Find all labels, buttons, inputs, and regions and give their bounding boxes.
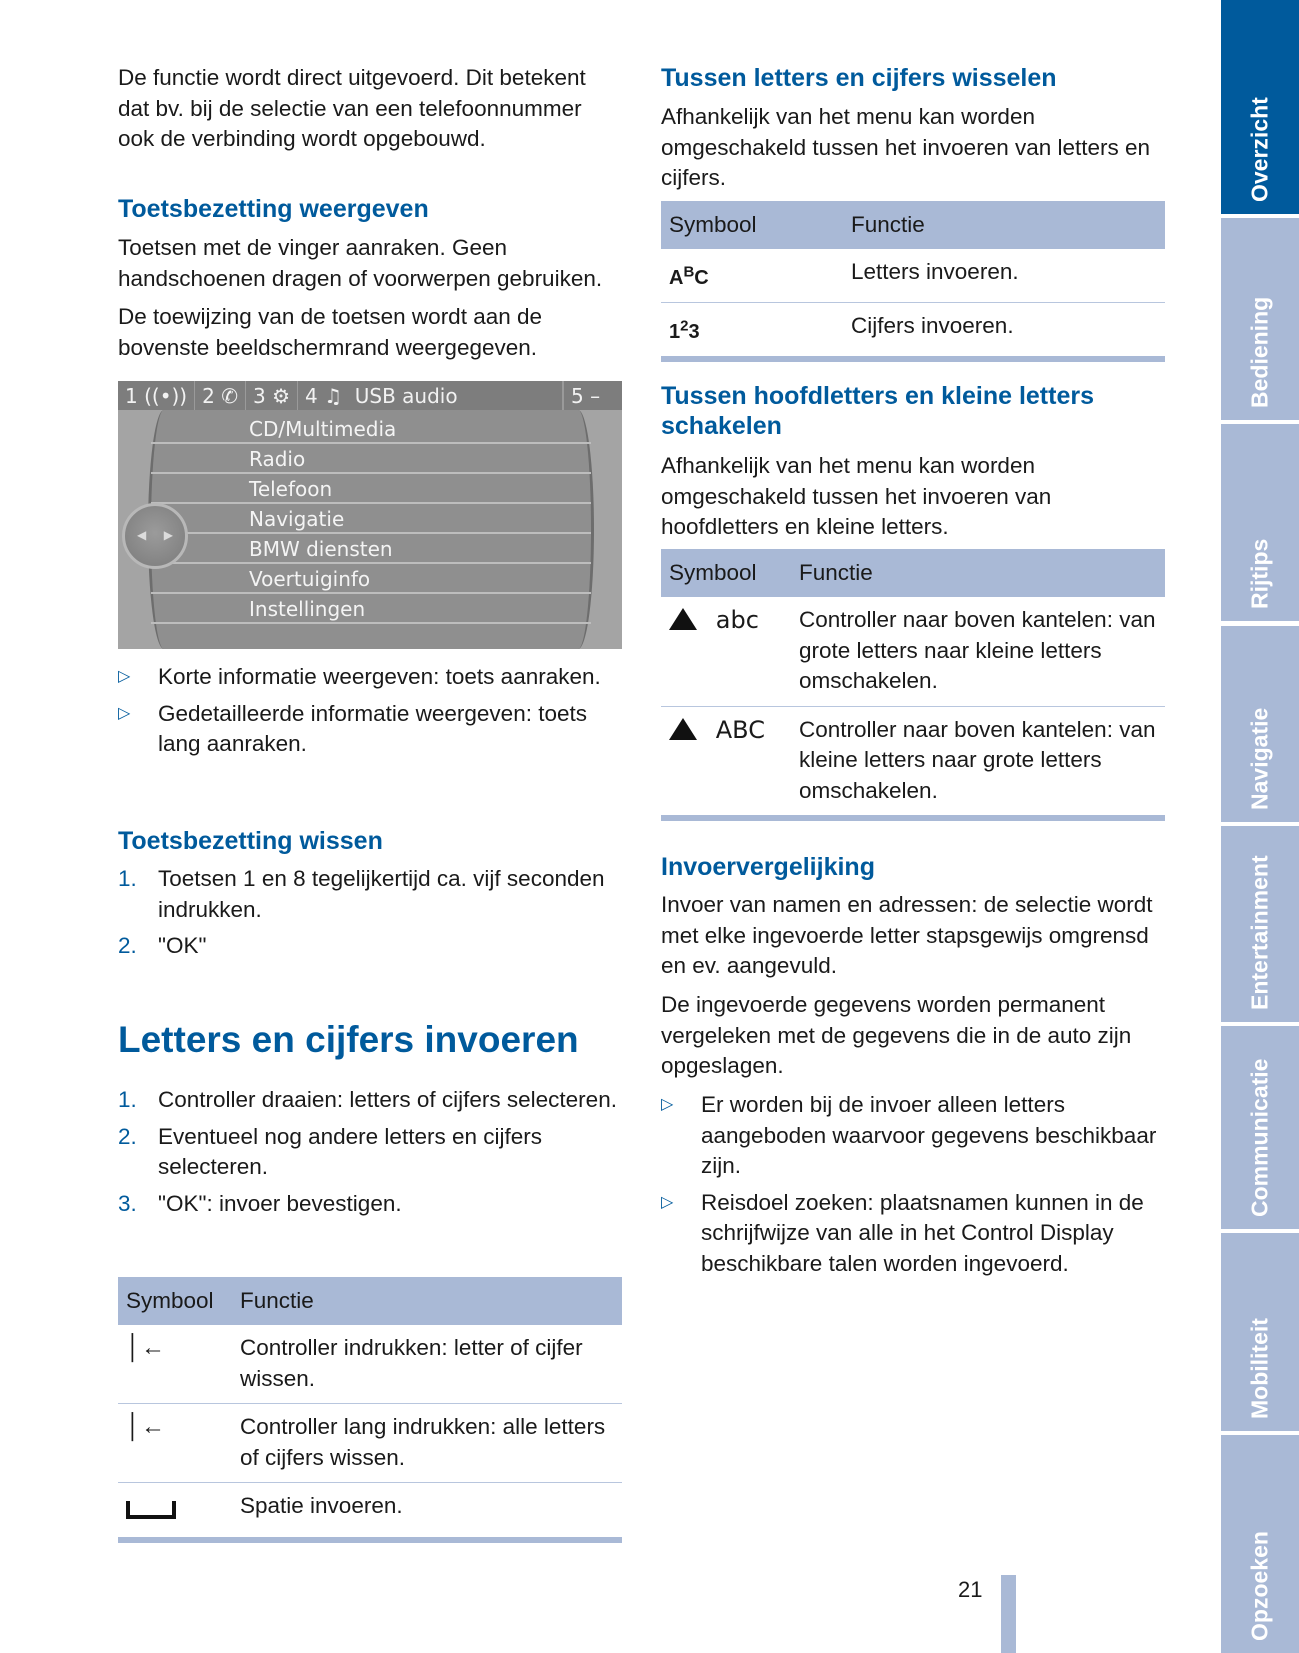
section-title-letters-cijfers-wisselen: Tussen letters en cijfers wisselen [661,64,1057,92]
menu-item: Navigatie [151,504,591,534]
favorite-key-4: 4 ♫ USB audio [298,381,563,410]
symbol-table-case [661,549,1165,821]
bullet-list [118,662,622,766]
menu-item: Telefoon [151,474,591,504]
backspace-icon: │← [126,1413,165,1440]
favorite-key-1: 1 ((•)) [118,381,195,410]
table-row: │← Controller indrukken: letter of cijfer wissen. [118,1325,622,1404]
favorite-key-5: 5 – [563,381,622,410]
lowercase-mode-icon: abc [715,606,759,634]
gear-icon: ⚙ [272,383,290,408]
bullet-item: ▷ Korte informatie weergeven: toets aanraken. [118,662,622,693]
menu-item: Instellingen [151,594,591,624]
bullet-list [661,1090,1165,1285]
backspace-icon: │← [126,1334,165,1361]
list-item: 2. Eventueel nog andere letters en cijfers selecteren. [118,1123,542,1179]
tab-navigatie[interactable]: Navigatie [1221,626,1299,822]
right-column [661,0,1165,1653]
tilt-up-icon [669,718,697,740]
paragraph: Afhankelijk van het menu kan worden omgeschakeld tussen het invoeren van letters en cijfers. [661,104,1151,190]
numbers-mode-icon: $1^23$ [669,317,700,343]
bullet-item: ▷ Er worden bij de invoer alleen letters aangeboden waarvoor gegevens beschikbaar zijn. [661,1092,1157,1178]
letters-mode-icon: $A^BC$ [669,263,709,289]
list-item: 1. Controller draaien: letters of cijfers selecteren. [118,1087,617,1112]
symbol-table-delete [118,1277,622,1543]
table-row: │← Controller lang indrukken: alle letters of cijfers wissen. [118,1404,622,1483]
numbered-list [118,864,622,968]
bullet-item: ▷ Gedetailleerde informatie weergeven: toets lang aanraken. [118,700,587,756]
column-header: Symbool [118,1277,232,1325]
paragraph: Toetsen met de vinger aanraken. Geen handschoenen dragen of voorwerpen gebruiken. [118,235,603,291]
music-cd-icon: ♫ [324,383,343,408]
table-row: ABC Controller naar boven kantelen: van kleine letters naar grote letters omschakelen. [661,706,1165,818]
tab-overzicht[interactable]: Overzicht [1221,0,1299,214]
triangle-bullet-icon: ▷ [661,1096,674,1113]
table-row: $A^BC$ Letters invoeren. [661,249,1165,303]
page-number: 21 [958,1577,983,1602]
intro-paragraph: De functie wordt direct uitgevoerd. Dit betekent dat bv. bij de selectie van een telefoonnummer ook de verbinding wordt opgebouwd. [118,65,586,151]
menu-item: BMW diensten [151,534,591,564]
table-row: abc Controller naar boven kantelen: van grote letters naar kleine letters omschakelen. [661,597,1165,706]
numbered-list [118,1085,622,1225]
triangle-bullet-icon: ▷ [118,668,131,685]
space-bar-icon [126,1501,176,1519]
paragraph: Invoer van namen en adressen: de selectie wordt met elke ingevoerde letter stapsgewijs omgrensd en ev. aangevuld. [661,892,1153,978]
uppercase-mode-icon: ABC [715,715,765,744]
controller-knob-icon: ◀ ▶ [122,503,188,569]
section-title-invoervergelijking: Invoervergelijking [661,853,875,881]
left-column [118,0,622,1653]
tab-bediening[interactable]: Bediening [1221,218,1299,420]
table-row: $1^23$ Cijfers invoeren. [661,303,1165,360]
column-header: Symbool [661,549,791,597]
list-item: 2. "OK" [118,933,207,958]
screen-menu [148,410,594,649]
list-item: 3. "OK": invoer bevestigen. [118,1190,402,1216]
menu-item: Voertuiginfo [151,564,591,594]
tab-mobiliteit[interactable]: Mobiliteit [1221,1233,1299,1431]
section-title-toetsbezetting-weergeven: Toetsbezetting weergeven [118,195,429,223]
paragraph: De ingevoerde gegevens worden permanent vergeleken met de gegevens die in de auto zijn opgeslagen. [661,992,1132,1078]
menu-item: Radio [151,444,591,474]
list-item: 1. Toetsen 1 en 8 tegelijkertijd ca. vijf seconden indrukken. [118,866,605,922]
screen-favorite-keys-bar [118,381,622,410]
phone-icon: ✆ [221,383,238,408]
symbol-table-letters-numbers [661,201,1165,362]
tab-communicatie[interactable]: Communicatie [1221,1026,1299,1229]
paragraph: Afhankelijk van het menu kan worden omgeschakeld tussen het invoeren van hoofdletters en kleine letters. [661,453,1052,539]
table-row: Spatie invoeren. [118,1483,622,1540]
menu-item: CD/Multimedia [151,414,591,444]
tab-opzoeken[interactable]: Opzoeken [1221,1435,1299,1653]
column-header: Functie [791,549,1165,597]
tilt-up-icon [669,608,697,630]
chapter-tabs [1221,0,1299,1653]
section-title-toetsbezetting-wissen: Toetsbezetting wissen [118,827,383,855]
column-header: Functie [232,1277,622,1325]
triangle-bullet-icon: ▷ [118,704,131,722]
paragraph: De toewijzing van de toetsen wordt aan de bovenste beeldschermrand weergegeven. [118,304,543,360]
radio-icon: ((•)) [144,383,188,408]
page-number-bar [1001,1575,1016,1653]
bullet-item: ▷ Reisdoel zoeken: plaatsnamen kunnen in de schrijfwijze van alle in het Control Display beschikbare talen worden ingevoerd. [661,1189,1144,1276]
favorite-key-2: 2 ✆ [195,381,246,410]
tab-rijtips[interactable]: Rijtips [1221,424,1299,621]
column-header: Functie [843,201,1165,249]
idrive-screen-image [118,381,622,649]
triangle-bullet-icon: ▷ [661,1193,674,1211]
tab-entertainment[interactable]: Entertainment [1221,826,1299,1022]
chapter-title: Letters en cijfers invoeren [118,1019,579,1060]
column-header: Symbool [661,201,843,249]
section-title-hoofdletters-kleine-letters: Tussen hoofdletters en kleine letters schakelen [661,382,1094,440]
favorite-key-3: 3 ⚙ [246,381,298,410]
